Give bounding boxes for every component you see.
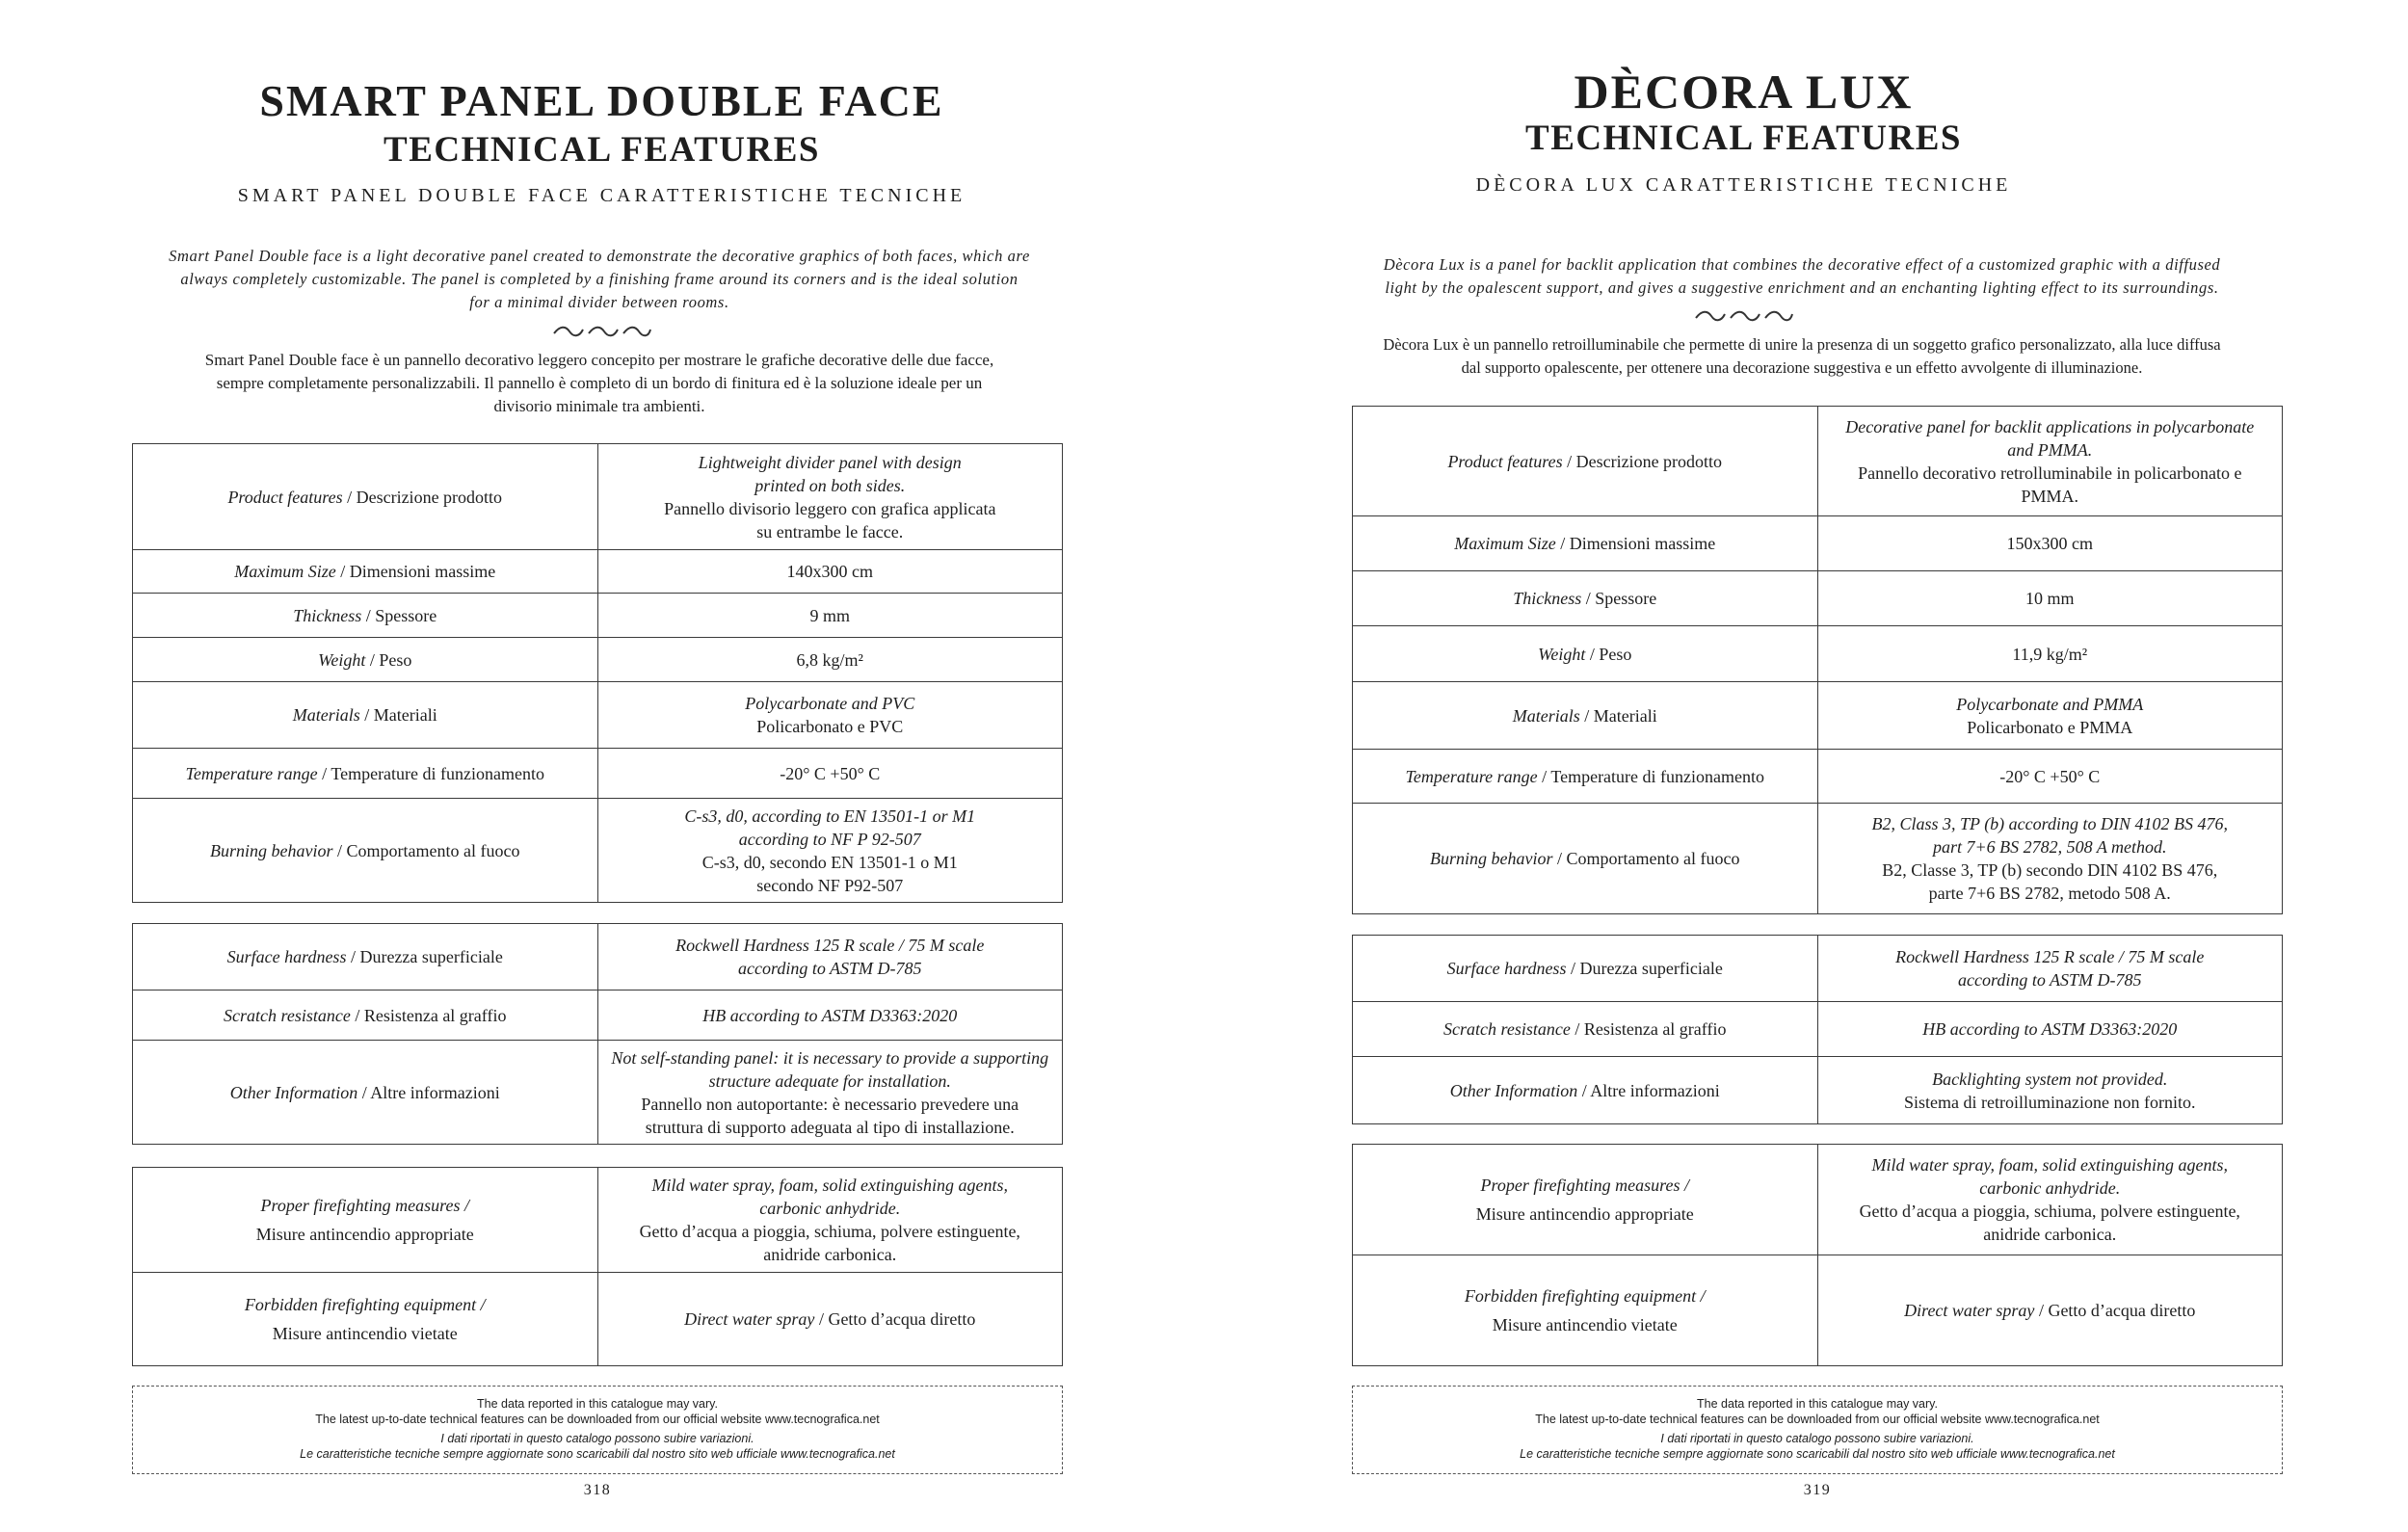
- value-en: Decorative panel for backlit applications in polycarbonate: [1845, 416, 2255, 436]
- value-it: PMMA.: [2021, 486, 2079, 506]
- label-it: / Comportamento al fuoco: [1552, 849, 1740, 868]
- label-en: Burning behavior: [1430, 849, 1553, 868]
- feature-value-cell: [1817, 1255, 2283, 1366]
- label-it: / Dimensioni massime: [335, 562, 496, 581]
- value-en: according to NF P 92-507: [738, 829, 921, 849]
- label-it: / Dimensioni massime: [1555, 534, 1716, 553]
- label-it: / Altre informazioni: [357, 1082, 500, 1102]
- feature-value-cell: [597, 924, 1063, 991]
- feature-value-cell: [597, 682, 1063, 749]
- intro-line: Dècora Lux è un pannello retroilluminabile che permette di unire la presenza di un soggetto grafico personalizzato, alla luce diffusa: [1383, 335, 2221, 354]
- value-it: Pannello decorativo retrolluminabile in policarbonato e: [1858, 462, 2242, 483]
- feature-value-cell: [597, 594, 1063, 638]
- value-en: Direct water spray: [1904, 1301, 2035, 1320]
- value-en: according to ASTM D-785: [1958, 970, 2142, 990]
- feature-value-cell: [1817, 1145, 2283, 1255]
- intro-line: for a minimal divider between rooms.: [469, 293, 729, 311]
- value-en: part 7+6 BS 2782, 508 A method.: [1933, 837, 2167, 857]
- feature-value-cell: [1817, 1057, 2283, 1124]
- value-en: C-s3, d0, according to EN 13501-1 or M1: [684, 806, 976, 826]
- value-en: structure adequate for installation.: [708, 1070, 951, 1091]
- value-en: Backlighting system not provided.: [1932, 1069, 2168, 1089]
- value-it: Getto d’acqua a pioggia, schiuma, polvere estinguente,: [1859, 1202, 2240, 1221]
- value-en: carbonic anhydride.: [759, 1199, 901, 1218]
- label-en: Scratch resistance: [1443, 1019, 1571, 1039]
- label-it: / Durezza superficiale: [1566, 959, 1723, 978]
- intro-line: Dècora Lux is a panel for backlit application that combines the decorative effect of a customized graphic with a diffused: [1383, 255, 2221, 274]
- feature-value-cell: [597, 638, 1063, 682]
- feature-label-cell: [133, 682, 598, 749]
- value-en: Mild water spray, foam, solid extinguishing agents,: [651, 1175, 1008, 1195]
- feature-value-cell: [1817, 936, 2283, 1002]
- table-row: [1353, 571, 2283, 626]
- label-en: Materials: [292, 705, 360, 725]
- page-caption: DÈCORA LUX CARATTERISTICHE TECNICHE: [1475, 174, 2012, 196]
- label-it: / Resistenza al graffio: [350, 1005, 507, 1025]
- value-it: 11,9 kg/m²: [2012, 644, 2088, 664]
- table-row: [1353, 682, 2283, 750]
- intro-line: divisorio minimale tra ambienti.: [493, 397, 705, 415]
- label-it: / Temperature di funzionamento: [317, 763, 544, 783]
- label-it: / Materiali: [1579, 705, 1657, 726]
- label-en: Weight: [1538, 644, 1586, 664]
- feature-label-cell: [1353, 626, 1818, 682]
- label-it: Misure antincendio vietate: [1492, 1315, 1678, 1334]
- disclaimer-box: [1352, 1386, 2283, 1474]
- value-en: Polycarbonate and PMMA: [1956, 694, 2144, 714]
- value-en: carbonic anhydride.: [1979, 1178, 2121, 1198]
- intro-line: Smart Panel Double face è un pannello decorativo leggero concepito per mostrare le grafiche decorative delle due facce,: [204, 351, 994, 369]
- table-row: [133, 1168, 1063, 1273]
- value-en: Direct water spray: [684, 1309, 815, 1329]
- value-en: Mild water spray, foam, solid extinguishing agents,: [1871, 1155, 2228, 1175]
- table-row: [1353, 1057, 2283, 1124]
- table-row: [1353, 1002, 2283, 1057]
- feature-value-cell: [597, 1168, 1063, 1273]
- value-it: -20° C +50° C: [780, 763, 881, 783]
- intro-italian: [116, 349, 1083, 418]
- feature-label-cell: [1353, 682, 1818, 750]
- intro-line: light by the opalescent support, and gives a suggestive enrichment and an enchanting lighting effect to its surroundings.: [1385, 278, 2219, 297]
- table-row: [133, 1273, 1063, 1366]
- table-row: [133, 550, 1063, 594]
- page-number: 319: [1803, 1482, 1832, 1498]
- label-en: Surface hardness: [1446, 959, 1567, 978]
- label-en: Other Information: [229, 1082, 358, 1102]
- value-it: Policarbonato e PMMA: [1967, 717, 2133, 737]
- table-row: [1353, 407, 2283, 516]
- value-it: Pannello divisorio leggero con grafica applicata: [664, 498, 996, 518]
- page-subtitle: TECHNICAL FEATURES: [384, 130, 820, 170]
- table-row: [1353, 1255, 2283, 1366]
- label-en: Product features: [227, 487, 343, 507]
- label-en: Maximum Size: [1454, 534, 1556, 553]
- value-it: 10 mm: [2024, 589, 2075, 608]
- feature-value-cell: [1817, 682, 2283, 750]
- label-it: / Resistenza al graffio: [1570, 1019, 1727, 1039]
- feature-label-cell: [1353, 750, 1818, 804]
- label-en: Weight: [318, 649, 366, 670]
- value-it: -20° C +50° C: [1999, 766, 2101, 786]
- ornament-divider: [0, 324, 1204, 339]
- value-it: Getto d’acqua a pioggia, schiuma, polvere estinguente,: [639, 1222, 1020, 1241]
- feature-value-cell: [1817, 571, 2283, 626]
- spec-table-firefighting: [132, 1167, 1063, 1366]
- value-it: Pannello non autoportante: è necessario prevedere una: [641, 1094, 1019, 1114]
- feature-value-cell: [1817, 750, 2283, 804]
- feature-label-cell: [133, 991, 598, 1041]
- table-row: [1353, 1145, 2283, 1255]
- label-en: Proper firefighting measures /: [1480, 1175, 1689, 1195]
- value-it: parte 7+6 BS 2782, metodo 508 A.: [1928, 884, 2171, 903]
- feature-label-cell: [133, 1273, 598, 1366]
- value-it: 6,8 kg/m²: [796, 649, 863, 670]
- wave-ornament-icon: [1694, 308, 1794, 324]
- spec-table-main: [132, 443, 1063, 903]
- feature-label-cell: [133, 1168, 598, 1273]
- value-en: according to ASTM D-785: [738, 959, 922, 978]
- disclaimer-line: Le caratteristiche tecniche sempre aggiornate sono scaricabili dal nostro sito web ufficiale www.tecnografica.net: [300, 1447, 895, 1461]
- table-row: [1353, 750, 2283, 804]
- intro-line: always completely customizable. The panel is completed by a finishing frame around its corners and is the ideal solution: [180, 270, 1019, 288]
- value-it: / Getto d’acqua diretto: [2034, 1301, 2196, 1320]
- value-it: su entrambe le facce.: [756, 521, 904, 541]
- spec-table-firefighting: [1352, 1144, 2283, 1366]
- disclaimer-line: I dati riportati in questo catalogo possono subire variazioni.: [1660, 1432, 1974, 1445]
- label-en: Surface hardness: [226, 947, 347, 966]
- table-row: [133, 924, 1063, 991]
- value-it: 140x300 cm: [786, 562, 873, 581]
- value-en: B2, Class 3, TP (b) according to DIN 4102 BS 476,: [1871, 814, 2228, 833]
- feature-label-cell: [1353, 407, 1818, 516]
- value-en: Rockwell Hardness 125 R scale / 75 M scale: [1895, 947, 2205, 966]
- feature-value-cell: [597, 1041, 1063, 1145]
- wave-ornament-icon: [552, 324, 652, 339]
- label-en: Product features: [1447, 451, 1563, 471]
- table-row: [1353, 516, 2283, 571]
- feature-label-cell: [133, 638, 598, 682]
- disclaimer-line: The latest up-to-date technical features can be downloaded from our official website www.tecnografica.net: [315, 1413, 880, 1426]
- feature-label-cell: [133, 550, 598, 594]
- feature-label-cell: [133, 799, 598, 903]
- label-it: Misure antincendio vietate: [272, 1324, 458, 1343]
- disclaimer-box: [132, 1386, 1063, 1474]
- spec-table-main: [1352, 406, 2283, 914]
- feature-label-cell: [1353, 1002, 1818, 1057]
- table-row: [133, 444, 1063, 550]
- label-en: Other Information: [1449, 1080, 1578, 1100]
- label-it: / Spessore: [361, 605, 437, 625]
- feature-label-cell: [133, 1041, 598, 1145]
- page-subtitle: TECHNICAL FEATURES: [1525, 119, 1962, 158]
- feature-label-cell: [133, 924, 598, 991]
- ornament-divider: [1079, 308, 2408, 324]
- page-number: 318: [583, 1482, 612, 1498]
- table-row: [1353, 626, 2283, 682]
- table-row: [133, 749, 1063, 799]
- table-row: [1353, 936, 2283, 1002]
- label-en: Scratch resistance: [224, 1005, 351, 1025]
- value-it: secondo NF P92-507: [756, 875, 904, 895]
- intro-italian: [1336, 333, 2267, 380]
- label-it: / Durezza superficiale: [346, 947, 503, 966]
- page-title: SMART PANEL DOUBLE FACE: [259, 76, 944, 125]
- feature-label-cell: [133, 749, 598, 799]
- value-it: B2, Classe 3, TP (b) secondo DIN 4102 BS 476,: [1882, 860, 2218, 880]
- label-en: Thickness: [293, 605, 362, 625]
- feature-label-cell: [1353, 516, 1818, 571]
- spec-table-surface: [1352, 935, 2283, 1124]
- feature-value-cell: [1817, 407, 2283, 516]
- feature-label-cell: [133, 594, 598, 638]
- intro-english: [116, 245, 1083, 314]
- value-en: HB according to ASTM D3363:2020: [1922, 1019, 2178, 1039]
- value-it: Policarbonato e PVC: [756, 717, 904, 736]
- label-it: / Altre informazioni: [1577, 1080, 1720, 1100]
- disclaimer-line: The latest up-to-date technical features can be downloaded from our official website www.tecnografica.net: [1535, 1413, 2100, 1426]
- value-en: Polycarbonate and PVC: [745, 694, 915, 713]
- feature-label-cell: [1353, 1145, 1818, 1255]
- value-en: HB according to ASTM D3363:2020: [702, 1005, 958, 1025]
- intro-line: dal supporto opalescente, per ottenere una decorazione suggestiva e un effetto avvolgente di illuminazione.: [1461, 358, 2143, 377]
- disclaimer-line: I dati riportati in questo catalogo possono subire variazioni.: [440, 1432, 754, 1445]
- value-en: printed on both sides.: [754, 475, 906, 495]
- feature-value-cell: [1817, 516, 2283, 571]
- value-it: anidride carbonica.: [763, 1245, 897, 1264]
- intro-line: sempre completamente personalizzabili. Il pannello è completo di un bordo di finitura ed è la soluzione ideale per un: [216, 374, 983, 392]
- value-it: 9 mm: [809, 605, 850, 625]
- feature-label-cell: [133, 444, 598, 550]
- feature-value-cell: [597, 991, 1063, 1041]
- table-row: [133, 1041, 1063, 1145]
- value-it: struttura di supporto adeguata al tipo di installazione.: [645, 1117, 1015, 1137]
- label-en: Maximum Size: [234, 562, 336, 581]
- feature-value-cell: [597, 1273, 1063, 1366]
- table-row: [133, 682, 1063, 749]
- page-right: [1204, 0, 2408, 1532]
- disclaimer-line: The data reported in this catalogue may vary.: [1697, 1397, 1938, 1411]
- feature-value-cell: [597, 749, 1063, 799]
- label-it: / Descrizione prodotto: [342, 487, 503, 507]
- page-caption: SMART PANEL DOUBLE FACE CARATTERISTICHE TECNICHE: [237, 185, 966, 206]
- label-en: Temperature range: [185, 763, 318, 783]
- feature-label-cell: [1353, 571, 1818, 626]
- value-it: C-s3, d0, secondo EN 13501-1 o M1: [701, 852, 958, 872]
- label-it: / Peso: [365, 649, 412, 670]
- label-en: Proper firefighting measures /: [260, 1196, 469, 1215]
- label-it: / Peso: [1585, 644, 1632, 664]
- value-en: and PMMA.: [2007, 439, 2093, 460]
- label-it: / Descrizione prodotto: [1562, 451, 1723, 471]
- label-it: / Materiali: [359, 705, 437, 725]
- disclaimer-line: The data reported in this catalogue may vary.: [477, 1397, 718, 1411]
- feature-label-cell: [1353, 1057, 1818, 1124]
- feature-value-cell: [1817, 626, 2283, 682]
- label-en: Burning behavior: [210, 840, 333, 860]
- value-it: / Getto d’acqua diretto: [814, 1309, 976, 1329]
- feature-value-cell: [1817, 804, 2283, 914]
- feature-value-cell: [597, 799, 1063, 903]
- value-it: anidride carbonica.: [1983, 1225, 2117, 1244]
- feature-label-cell: [1353, 1255, 1818, 1366]
- label-en: Materials: [1512, 705, 1580, 726]
- spec-table-surface: [132, 923, 1063, 1145]
- table-row: [133, 991, 1063, 1041]
- label-it: / Spessore: [1581, 589, 1657, 608]
- label-en: Temperature range: [1405, 766, 1538, 786]
- intro-english: [1336, 253, 2267, 300]
- feature-value-cell: [597, 444, 1063, 550]
- table-row: [1353, 804, 2283, 914]
- feature-label-cell: [1353, 936, 1818, 1002]
- feature-label-cell: [1353, 804, 1818, 914]
- value-en: Rockwell Hardness 125 R scale / 75 M scale: [675, 936, 985, 955]
- label-it: / Comportamento al fuoco: [332, 840, 520, 860]
- label-it: / Temperature di funzionamento: [1537, 766, 1764, 786]
- value-it: Sistema di retroilluminazione non fornito.: [1904, 1092, 2196, 1112]
- label-it: Misure antincendio appropriate: [255, 1225, 474, 1244]
- table-row: [133, 638, 1063, 682]
- page-title: DÈCORA LUX: [1574, 65, 1914, 119]
- label-en: Thickness: [1513, 589, 1582, 608]
- value-it: 150x300 cm: [2006, 534, 2093, 553]
- table-row: [133, 594, 1063, 638]
- value-en: Lightweight divider panel with design: [698, 452, 962, 472]
- feature-value-cell: [1817, 1002, 2283, 1057]
- label-en: Forbidden firefighting equipment /: [1464, 1286, 1706, 1306]
- label-it: Misure antincendio appropriate: [1475, 1204, 1694, 1224]
- disclaimer-line: Le caratteristiche tecniche sempre aggiornate sono scaricabili dal nostro sito web ufficiale www.tecnografica.net: [1520, 1447, 2115, 1461]
- intro-line: Smart Panel Double face is a light decorative panel created to demonstrate the decorative graphics of both faces, which are: [169, 247, 1030, 265]
- value-en: Not self-standing panel: it is necessary to provide a supporting: [611, 1047, 1049, 1068]
- label-en: Forbidden firefighting equipment /: [244, 1295, 486, 1314]
- table-row: [133, 799, 1063, 903]
- feature-value-cell: [597, 550, 1063, 594]
